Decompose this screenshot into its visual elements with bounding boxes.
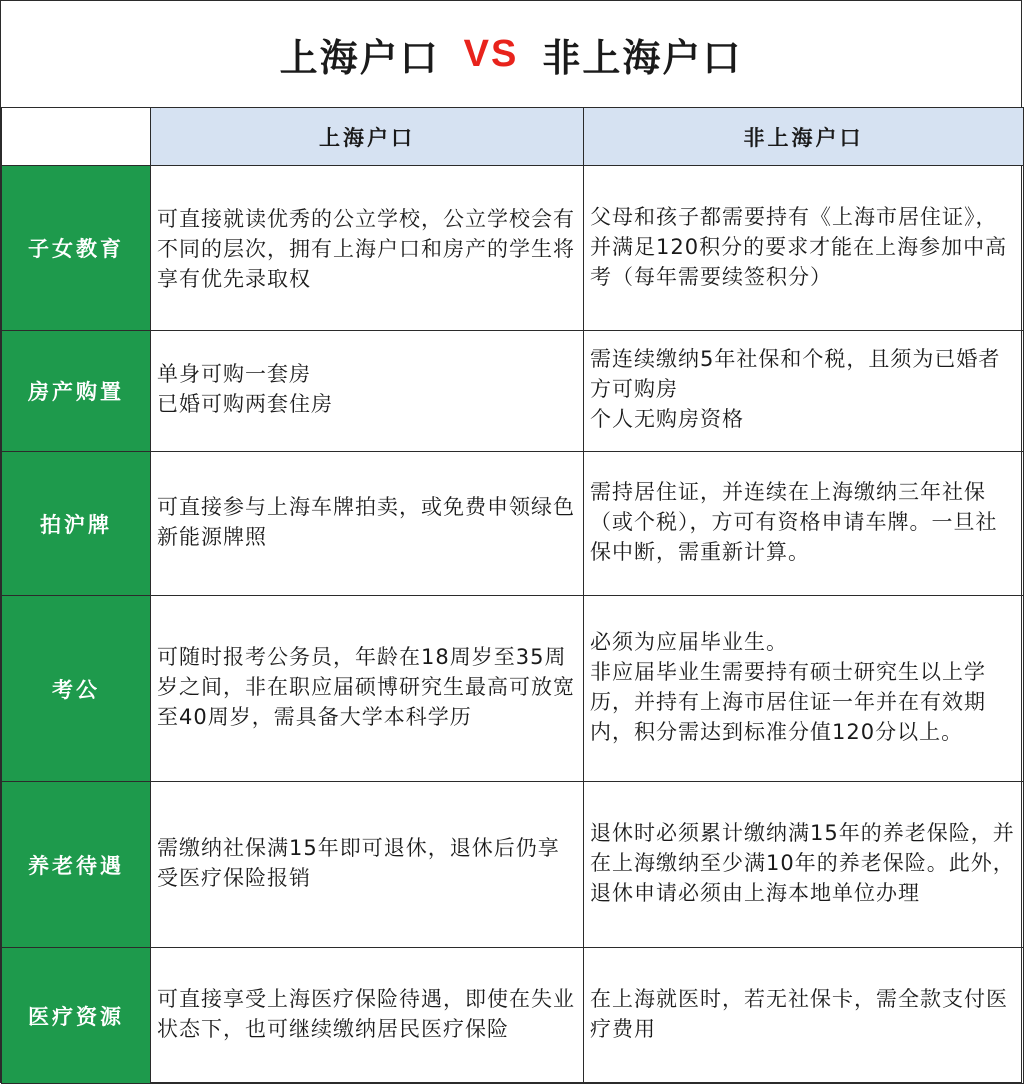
table-row-property [2, 331, 1024, 452]
row-label-medical: 医疗资源 [2, 948, 151, 1084]
cell-line: 单身可购一套房 [157, 362, 311, 386]
cell-non-shanghai-education [584, 166, 1024, 331]
cell-line: 非应届毕业生需要持有硕士研究生以上学历，并持有上海市居住证一年并在有效期内，积分需达到标准分值120分以上。 [590, 659, 986, 744]
cell-line: 需持居住证，并连续在上海缴纳三年社保（或个税），方可有资格申请车牌。一旦社保中断，需重新计算。 [590, 479, 998, 564]
cell-line: 在上海就医时，若无社保卡，需全款支付医疗费用 [590, 986, 1008, 1041]
cell-line: 需连续缴纳5年社保和个税，且须为已婚者方可购房 [590, 347, 1001, 401]
header-row [2, 108, 1024, 166]
cell-non-shanghai-license-plate [584, 452, 1024, 596]
column-header-shanghai: 上海户口 [151, 108, 584, 166]
cell-shanghai-property [151, 331, 584, 452]
row-label-license-plate: 拍沪牌 [2, 452, 151, 596]
cell-shanghai-medical [151, 948, 584, 1084]
column-header-non-shanghai: 非上海户口 [584, 108, 1024, 166]
row-label-pension: 养老待遇 [2, 782, 151, 948]
table-row-medical [2, 948, 1024, 1084]
corner-cell [2, 108, 151, 166]
page-title [1, 1, 1021, 108]
table-row-pension [2, 782, 1024, 948]
cell-line: 已婚可购两套住房 [157, 392, 333, 416]
cell-non-shanghai-pension [584, 782, 1024, 948]
cell-line: 可直接享受上海医疗保险待遇，即使在失业状态下，也可继续缴纳居民医疗保险 [157, 986, 575, 1041]
cell-shanghai-license-plate [151, 452, 584, 596]
table-row-education [2, 166, 1024, 331]
cell-shanghai-education [151, 166, 584, 331]
row-label-property: 房产购置 [2, 331, 151, 452]
cell-line: 可直接就读优秀的公立学校，公立学校会有不同的层次，拥有上海户口和房产的学生将享有优先录取权 [157, 207, 575, 291]
cell-line: 需缴纳社保满15年即可退休，退休后仍享受医疗保险报销 [157, 835, 560, 890]
cell-line: 可随时报考公务员，年龄在18周岁至35周岁之间，非在职应届硕博研究生最高可放宽至40周岁，需具备大学本科学历 [157, 644, 575, 729]
cell-line: 个人无购房资格 [590, 407, 744, 431]
cell-non-shanghai-property [584, 331, 1024, 452]
cell-shanghai-pension [151, 782, 584, 948]
cell-non-shanghai-medical [584, 948, 1024, 1084]
comparison-table [1, 107, 1024, 1084]
table-row-civil-service [2, 596, 1024, 782]
row-label-education: 子女教育 [2, 166, 151, 331]
title-right: 非上海户口 [542, 35, 743, 80]
cell-line: 父母和孩子都需要持有《上海市居住证》，并满足120积分的要求才能在上海参加中高考（每年需要续签积分） [590, 205, 1008, 289]
cell-line: 必须为应届毕业生。 [590, 629, 788, 654]
title-vs: VS [463, 32, 519, 75]
cell-line: 退休时必须累计缴纳满15年的养老保险，并在上海缴纳至少满10年的养老保险。此外，退休申请必须由上海本地单位办理 [590, 820, 1015, 905]
cell-line: 可直接参与上海车牌拍卖，或免费申领绿色新能源牌照 [157, 494, 575, 549]
row-label-civil-service: 考公 [2, 596, 151, 782]
title-left: 上海户口 [279, 35, 440, 80]
cell-shanghai-civil-service [151, 596, 584, 782]
cell-non-shanghai-civil-service [584, 596, 1024, 782]
table-row-license-plate [2, 452, 1024, 596]
